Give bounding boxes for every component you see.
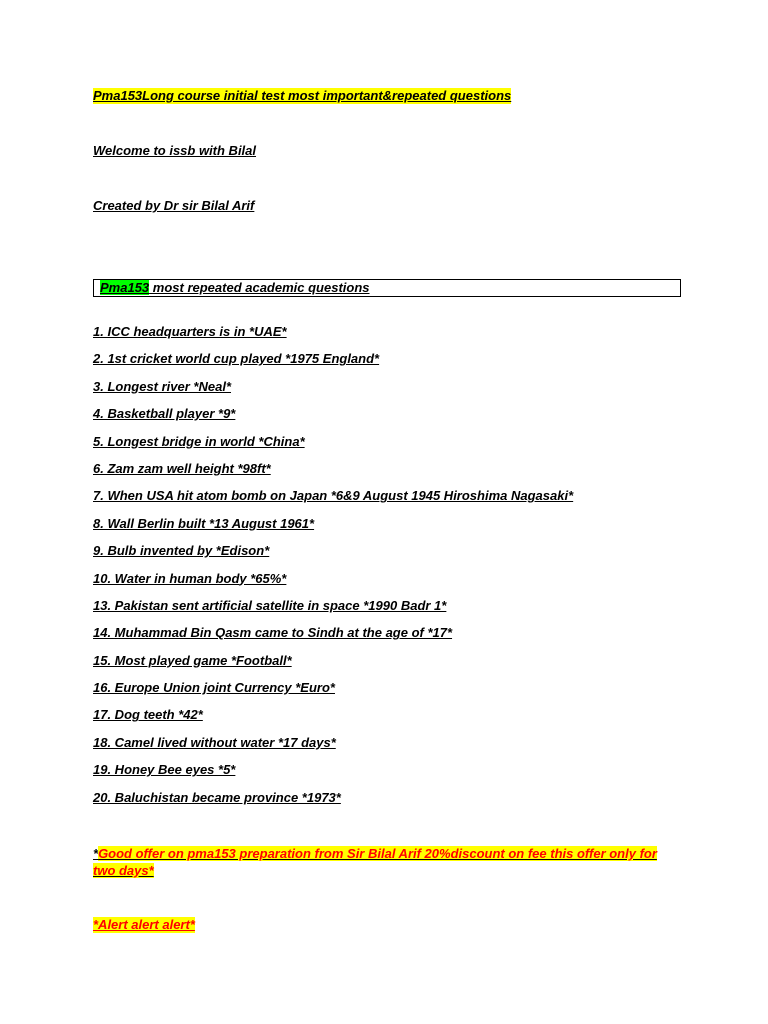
question-item: 8. Wall Berlin built *13 August 1961* bbox=[93, 515, 315, 531]
question-item: 10. Water in human body *65%* bbox=[93, 570, 287, 586]
question-item: 9. Bulb invented by *Edison* bbox=[93, 543, 270, 559]
question-item: 19. Honey Bee eyes *5* bbox=[93, 762, 236, 778]
question-item: 1. ICC headquarters is in *UAE* bbox=[93, 324, 287, 339]
section-heading: most repeated academic questions bbox=[149, 280, 370, 295]
question-item: 17. Dog teeth *42* bbox=[93, 707, 203, 723]
welcome-line: Welcome to issb with Bilal bbox=[93, 143, 257, 158]
question-item: 4. Basketball player *9* bbox=[93, 406, 236, 422]
question-item: 5. Longest bridge in world *China* bbox=[93, 433, 305, 449]
question-item: 3. Longest river *Neal* bbox=[93, 378, 231, 394]
question-item: 6. Zam zam well height *98ft* bbox=[93, 460, 271, 476]
alert-line: *Alert alert alert* bbox=[93, 917, 195, 932]
question-item: 20. Baluchistan became province *1973* bbox=[93, 789, 341, 805]
question-item: 7. When USA hit atom bomb on Japan *6&9 August 1945 Hiroshima Nagasaki* bbox=[93, 488, 574, 504]
question-item: 13. Pakistan sent artificial satellite in space *1990 Badr 1* bbox=[93, 597, 447, 613]
document-title: Pma153Long course initial test most important&repeated questions bbox=[93, 88, 512, 103]
question-item: 16. Europe Union joint Currency *Euro* bbox=[93, 680, 335, 696]
question-item: 15. Most played game *Football* bbox=[93, 652, 292, 668]
offer-paragraph bbox=[93, 845, 673, 879]
section-tag: Pma153 bbox=[100, 280, 150, 295]
offer-prefix: * bbox=[93, 846, 99, 861]
question-item: 14. Muhammad Bin Qasm came to Sindh at the age of *17* bbox=[93, 625, 453, 641]
section-heading-box bbox=[93, 279, 681, 297]
question-item: 2. 1st cricket world cup played *1975 England* bbox=[93, 351, 380, 367]
question-list bbox=[93, 324, 573, 817]
question-item: 18. Camel lived without water *17 days* bbox=[93, 734, 336, 750]
author-line: Created by Dr sir Bilal Arif bbox=[93, 198, 255, 213]
offer-text: Good offer on pma153 preparation from Sir Bilal Arif 20%discount on fee this offer only for two days* bbox=[93, 846, 657, 878]
